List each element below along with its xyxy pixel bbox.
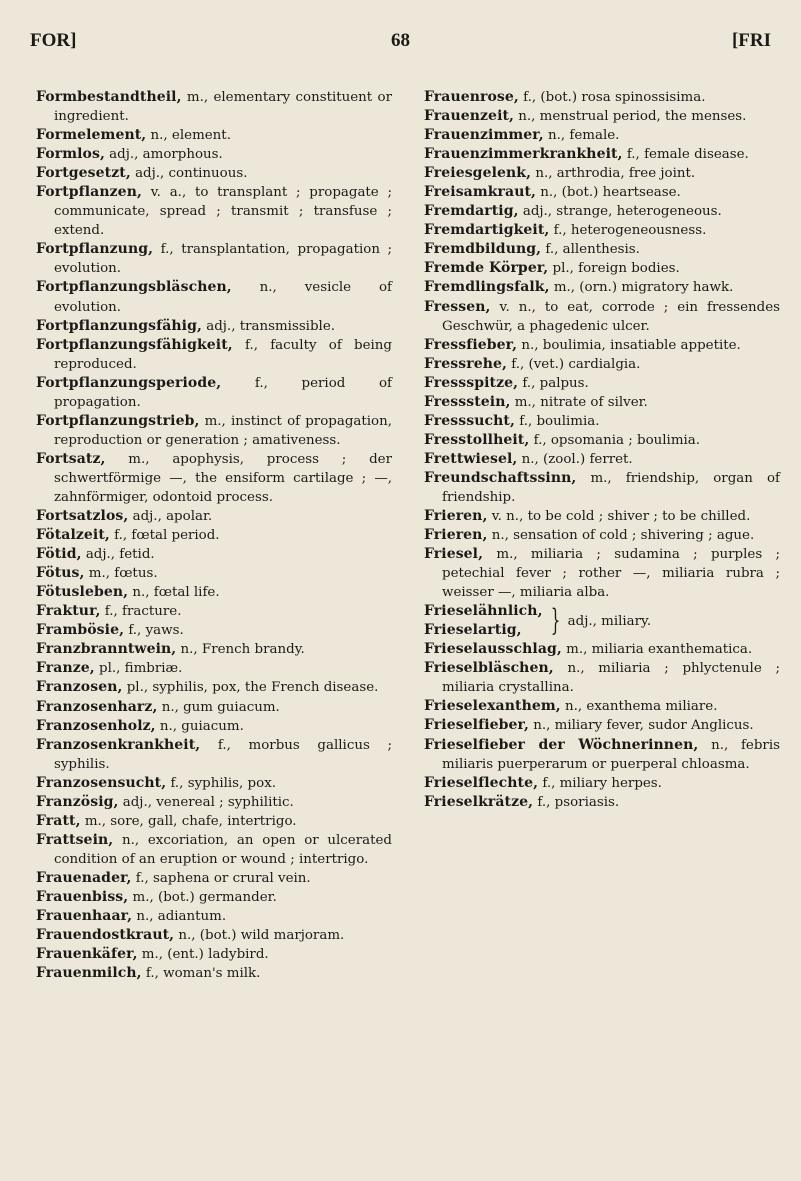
definition: f., fracture. (100, 604, 182, 620)
definition: m., (ent.) ladybird. (137, 947, 269, 963)
headword: Fresssucht, (424, 412, 515, 429)
headword: Frieselähnlich, (424, 603, 543, 620)
definition: f., miliary herpes. (538, 775, 662, 791)
dictionary-entry (36, 831, 392, 869)
headword-group (424, 602, 543, 640)
definition: m., friendship, organ of friendship. (442, 470, 780, 505)
definition: n., sensation of cold ; shivering ; ague. (487, 528, 755, 544)
definition: adj., continuous. (130, 166, 248, 182)
definition: f., boulimia. (514, 413, 600, 429)
headword: Frauenzeit, (424, 108, 515, 125)
headword: Frauenbiss, (36, 888, 129, 905)
dictionary-entry (36, 678, 392, 697)
definition: pl., fimbriæ. (94, 661, 183, 677)
headword: Formelement, (36, 127, 147, 144)
dictionary-entry (36, 640, 392, 659)
dictionary-entry (36, 926, 392, 945)
definition: f., faculty of being reproduced. (54, 337, 392, 372)
dictionary-entry (424, 697, 780, 716)
headword: Französig, (36, 793, 119, 810)
headword: Fressfieber, (424, 336, 518, 353)
dictionary-entry (424, 526, 780, 545)
dictionary-entry (424, 374, 780, 393)
definition: n., element. (146, 128, 231, 144)
dictionary-entry (36, 774, 392, 793)
dictionary-entry (36, 545, 392, 564)
dictionary-entry (36, 736, 392, 774)
headword: Fortpflanzungsbläschen, (36, 279, 232, 296)
headword: Frauenmilch, (36, 965, 142, 982)
header-right-guide: [FRI (731, 30, 771, 51)
headword: Franzosensucht, (36, 774, 167, 791)
headword: Fortpflanzen, (36, 184, 142, 201)
headword: Fötusleben, (36, 584, 129, 601)
headword: Fressen, (424, 298, 491, 315)
definition: n., menstrual period, the menses. (514, 109, 747, 125)
dictionary-entry (36, 450, 392, 507)
dictionary-entry (36, 145, 392, 164)
definition: n., French brandy. (176, 642, 305, 658)
dictionary-entry (36, 698, 392, 717)
page-number: 68 (391, 30, 410, 51)
headword: Frieselflechte, (424, 774, 539, 791)
dictionary-entry (36, 507, 392, 526)
definition: m., sore, gall, chafe, intertrigo. (80, 813, 297, 829)
definition: n., (zool.) ferret. (517, 451, 633, 467)
headword: Fortsatzlos, (36, 508, 129, 525)
definition: f., psoriasis. (533, 794, 620, 810)
headword: Fraktur, (36, 603, 101, 620)
definition: n., guiacum. (155, 718, 244, 734)
headword: Franze, (36, 660, 95, 677)
headword: Friesel, (424, 546, 484, 563)
right-column (424, 88, 780, 812)
definition: adj., transmissible. (201, 318, 336, 334)
definition: m., miliaria ; sudamina ; purples ; petechial fever ; rother —, miliaria rubra ; weisser —, miliaria alba. (442, 547, 780, 601)
headword: Fötalzeit, (36, 527, 110, 544)
headword: Fortpflanzung, (36, 241, 154, 258)
headword: Freisamkraut, (424, 184, 537, 201)
definition: f., fœtal period. (109, 528, 220, 544)
dictionary-entry (36, 126, 392, 145)
dictionary-entry (36, 793, 392, 812)
dictionary-entry (424, 545, 780, 602)
dictionary-entry (424, 278, 780, 297)
dictionary-entry (36, 526, 392, 545)
headword: Franzosenkrankheit, (36, 736, 201, 753)
definition: m., (orn.) migratory hawk. (549, 280, 734, 296)
headword: Frieselexanthem, (424, 698, 561, 715)
definition: f., morbus gallicus ; syphilis. (54, 737, 392, 772)
dictionary-entry (36, 602, 392, 621)
headword: Freiesgelenk, (424, 165, 532, 182)
definition: f., opsomania ; boulimia. (529, 432, 701, 448)
dictionary-entry (424, 469, 780, 507)
definition: adj., fetid. (81, 547, 155, 563)
dictionary-entry (36, 336, 392, 374)
definition: f., female disease. (622, 147, 749, 163)
dictionary-entry (424, 450, 780, 469)
headword: Fortpflanzungsperiode, (36, 374, 222, 391)
dictionary-entry (424, 107, 780, 126)
dictionary-entry (424, 221, 780, 240)
dictionary-entry (424, 88, 780, 107)
dictionary-entry (36, 659, 392, 678)
definition: n., (bot.) heartsease. (536, 185, 681, 201)
definition: pl., syphilis, pox, the French disease. (122, 680, 379, 696)
headword: Fressspitze, (424, 374, 519, 391)
headword: Frieselkrätze, (424, 793, 534, 810)
definition: n., boulimia, insatiable appetite. (517, 337, 741, 353)
dictionary-entry (36, 412, 392, 450)
brace-symbol: } (550, 603, 560, 639)
headword: Frauenkäfer, (36, 946, 138, 963)
headword: Frieselartig, (424, 622, 522, 639)
dictionary-entry (36, 278, 392, 316)
headword: Fremdlingsfalk, (424, 279, 550, 296)
definition: n., miliaria ; phlyctenule ; miliaria crystallina. (442, 661, 780, 696)
headword: Frattsein, (36, 831, 114, 848)
dictionary-entry (424, 164, 780, 183)
headword: Fortpflanzungsfähigkeit, (36, 336, 233, 353)
definition: n., miliary fever, sudor Anglicus. (528, 718, 754, 734)
dictionary-entry (424, 736, 780, 774)
definition: f., palpus. (518, 375, 589, 391)
definition: m., instinct of propagation, reproduction or generation ; amativeness. (54, 413, 392, 448)
bracketed-headwords (424, 602, 651, 640)
definition: m., (bot.) germander. (128, 889, 277, 905)
dictionary-entry (424, 716, 780, 735)
dictionary-entry (36, 88, 392, 126)
left-column (36, 88, 392, 983)
definition: f., allenthesis. (541, 242, 640, 258)
headword: Frieselausschlag, (424, 641, 562, 658)
headword: Fremdbildung, (424, 241, 542, 258)
headword: Fötus, (36, 565, 85, 582)
definition: n., female. (543, 128, 620, 144)
definition: n., (bot.) wild marjoram. (174, 928, 345, 944)
headword: Franzbranntwein, (36, 641, 177, 658)
headword: Frauendostkraut, (36, 927, 175, 944)
headword: Fötid, (36, 546, 82, 563)
dictionary-entry (424, 640, 780, 659)
definition: m., apophysis, process ; der schwertförmige —, the ensiform cartilage ; —, zahnförmiger, odontoid process. (54, 451, 392, 505)
headword: Fresstollheit, (424, 431, 530, 448)
definition: f., yaws. (124, 623, 184, 639)
definition: f., (bot.) rosa spinossisima. (518, 90, 706, 105)
headword: Fortgesetzt, (36, 165, 131, 182)
header-left-guide: FOR] (30, 30, 77, 51)
dictionary-entry (36, 717, 392, 736)
dictionary-entry (424, 259, 780, 278)
dictionary-entry (36, 945, 392, 964)
headword: Frieren, (424, 508, 488, 525)
headword: Frauenader, (36, 869, 132, 886)
definition: m., elementary constituent or ingredient. (54, 90, 392, 125)
dictionary-entry (424, 355, 780, 374)
dictionary-entry (36, 183, 392, 240)
definition: f., period of propagation. (54, 375, 392, 410)
headword: Frauenzimmerkrankheit, (424, 146, 623, 163)
dictionary-entry (36, 964, 392, 983)
dictionary-entry (424, 412, 780, 431)
definition: n., fœtal life. (128, 585, 220, 601)
definition: f., (vet.) cardialgia. (506, 356, 641, 372)
dictionary-entry (424, 659, 780, 697)
definition: n., gum guiacum. (157, 699, 280, 715)
dictionary-entry (36, 869, 392, 888)
headword: Franzosenharz, (36, 698, 158, 715)
dictionary-entry (36, 888, 392, 907)
headword: Freundschaftssinn, (424, 469, 577, 486)
headword: Frauenhaar, (36, 908, 133, 925)
headword: Fressstein, (424, 393, 511, 410)
headword: Frauenzimmer, (424, 127, 544, 144)
dictionary-entry (424, 202, 780, 221)
headword: Frieselbläschen, (424, 660, 554, 677)
definition: n., exanthema miliare. (560, 699, 718, 715)
headword: Fremdartig, (424, 203, 519, 220)
headword: Fortpflanzungstrieb, (36, 412, 200, 429)
page-header (30, 30, 771, 56)
definition: f., syphilis, pox. (166, 775, 276, 791)
dictionary-entry (424, 602, 780, 640)
dictionary-entry (424, 240, 780, 259)
headword: Franzosen, (36, 679, 123, 696)
headword: Franzosenholz, (36, 717, 156, 734)
definition: n., vesicle of evolution. (54, 280, 392, 315)
definition: m., fœtus. (84, 566, 158, 582)
headword: Formlos, (36, 146, 105, 163)
dictionary-entry (424, 183, 780, 202)
dictionary-entry (424, 298, 780, 336)
dictionary-entry (36, 907, 392, 926)
definition: adj., strange, heterogeneous. (518, 204, 722, 220)
headword: Frettwiesel, (424, 450, 518, 467)
definition: m., nitrate of silver. (510, 394, 648, 410)
dictionary-entry (36, 317, 392, 336)
headword: Fremde Körper, (424, 260, 549, 277)
headword: Frambösie, (36, 622, 125, 639)
dictionary-entry (36, 583, 392, 602)
dictionary-entry (424, 145, 780, 164)
dictionary-entry (424, 774, 780, 793)
headword: Fortsatz, (36, 450, 106, 467)
definition: n., excoriation, an open or ulcerated condition of an eruption or wound ; intertrigo. (54, 832, 392, 867)
definition: adj., miliary. (567, 613, 652, 629)
definition: n., arthrodia, free joint. (531, 166, 696, 182)
dictionary-entry (36, 240, 392, 278)
definition: v. a., to transplant ; propagate ; communicate, spread ; transmit ; transfuse ; extend. (54, 185, 392, 239)
definition: v. n., to be cold ; shiver ; to be chilled. (487, 509, 751, 525)
definition: v. n., to eat, corrode ; ein fressendes Geschwür, a phagedenic ulcer. (442, 299, 780, 334)
definition: adj., amorphous. (104, 147, 223, 163)
definition: f., transplantation, propagation ; evolution. (54, 242, 392, 277)
dictionary-entry (36, 564, 392, 583)
headword: Fressrehe, (424, 355, 507, 372)
definition: adj., venereal ; syphilitic. (118, 794, 294, 810)
headword: Frauenrose, (424, 89, 519, 105)
definition: f., woman's milk. (141, 966, 261, 982)
dictionary-entry (36, 812, 392, 831)
headword: Fortpflanzungsfähig, (36, 317, 202, 334)
dictionary-entry (424, 793, 780, 812)
dictionary-entry (36, 374, 392, 412)
dictionary-entry (36, 164, 392, 183)
dictionary-entry (36, 621, 392, 640)
headword: Fremdartigkeit, (424, 222, 550, 239)
headword: Frieselfieber der Wöchnerinnen, (424, 736, 699, 753)
definition: m., miliaria exanthematica. (561, 642, 753, 658)
definition: f., saphena or crural vein. (131, 870, 311, 886)
headword: Frieselfieber, (424, 717, 529, 734)
dictionary-entry (424, 393, 780, 412)
definition: pl., foreign bodies. (548, 261, 680, 277)
definition: f., heterogeneousness. (549, 223, 707, 239)
headword: Formbestandtheil, (36, 89, 182, 105)
dictionary-entry (424, 126, 780, 145)
definition: n., adiantum. (132, 909, 227, 925)
dictionary-entry (424, 431, 780, 450)
dictionary-entry (424, 336, 780, 355)
headword: Frieren, (424, 527, 488, 544)
definition: n., febris miliaris puerperarum or puerperal chloasma. (442, 737, 780, 772)
dictionary-entry (424, 507, 780, 526)
headword: Fratt, (36, 812, 81, 829)
definition: adj., apolar. (128, 509, 213, 525)
